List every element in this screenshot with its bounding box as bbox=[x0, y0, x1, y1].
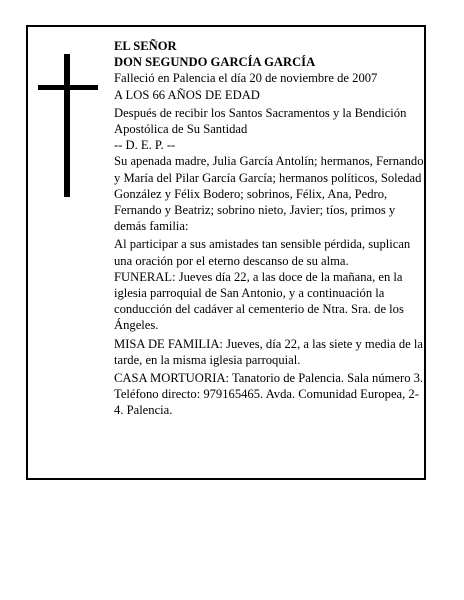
deceased-name: DON SEGUNDO GARCÍA GARCÍA bbox=[114, 55, 316, 70]
mortuary-info: CASA MORTUORIA: Tanatorio de Palencia. Sala número 3. Teléfono directo: 979165465. Avda. Comunidad Europea, 2-4. Palencia. bbox=[114, 371, 424, 418]
age-info: A LOS 66 AÑOS DE EDAD bbox=[114, 87, 260, 102]
funeral-info: FUNERAL: Jueves día 22, a las doce de la mañana, en la iglesia parroquial de San Antonio, y a continuación la conducción del cadáver al cementerio de Ntra. Sra. de los Ángeles. bbox=[114, 269, 404, 333]
dep-line: -- D. E. P. -- bbox=[114, 138, 176, 153]
obituary-text bbox=[114, 38, 424, 419]
death-info: Falleció en Palencia el día 20 de noviembre de 2007 bbox=[114, 71, 378, 86]
family-list: Su apenada madre, Julia García Antolín; hermanos, Fernando y María del Pilar García García; hermanos políticos, Soledad González y Félix Bodero; sobrinos, Félix, Ana, Pedro, Fernando y Beatriz; sobrino nieto, Javier; tíos, primos y demás familia: bbox=[114, 154, 424, 234]
sacraments-info: Después de recibir los Santos Sacramentos y la Bendición Apostólica de Su Santidad bbox=[114, 105, 407, 137]
cross-icon-vertical bbox=[64, 54, 70, 197]
cross-icon-horizontal bbox=[38, 85, 98, 90]
prayer-request: Al participar a sus amistades tan sensible pérdida, suplican una oración por el eterno descanso de su alma. bbox=[114, 237, 411, 268]
title: EL SEÑOR bbox=[114, 39, 177, 53]
family-mass-info: MISA DE FAMILIA: Jueves, día 22, a las siete y media de la tarde, en la misma iglesia parroquial. bbox=[114, 336, 423, 367]
